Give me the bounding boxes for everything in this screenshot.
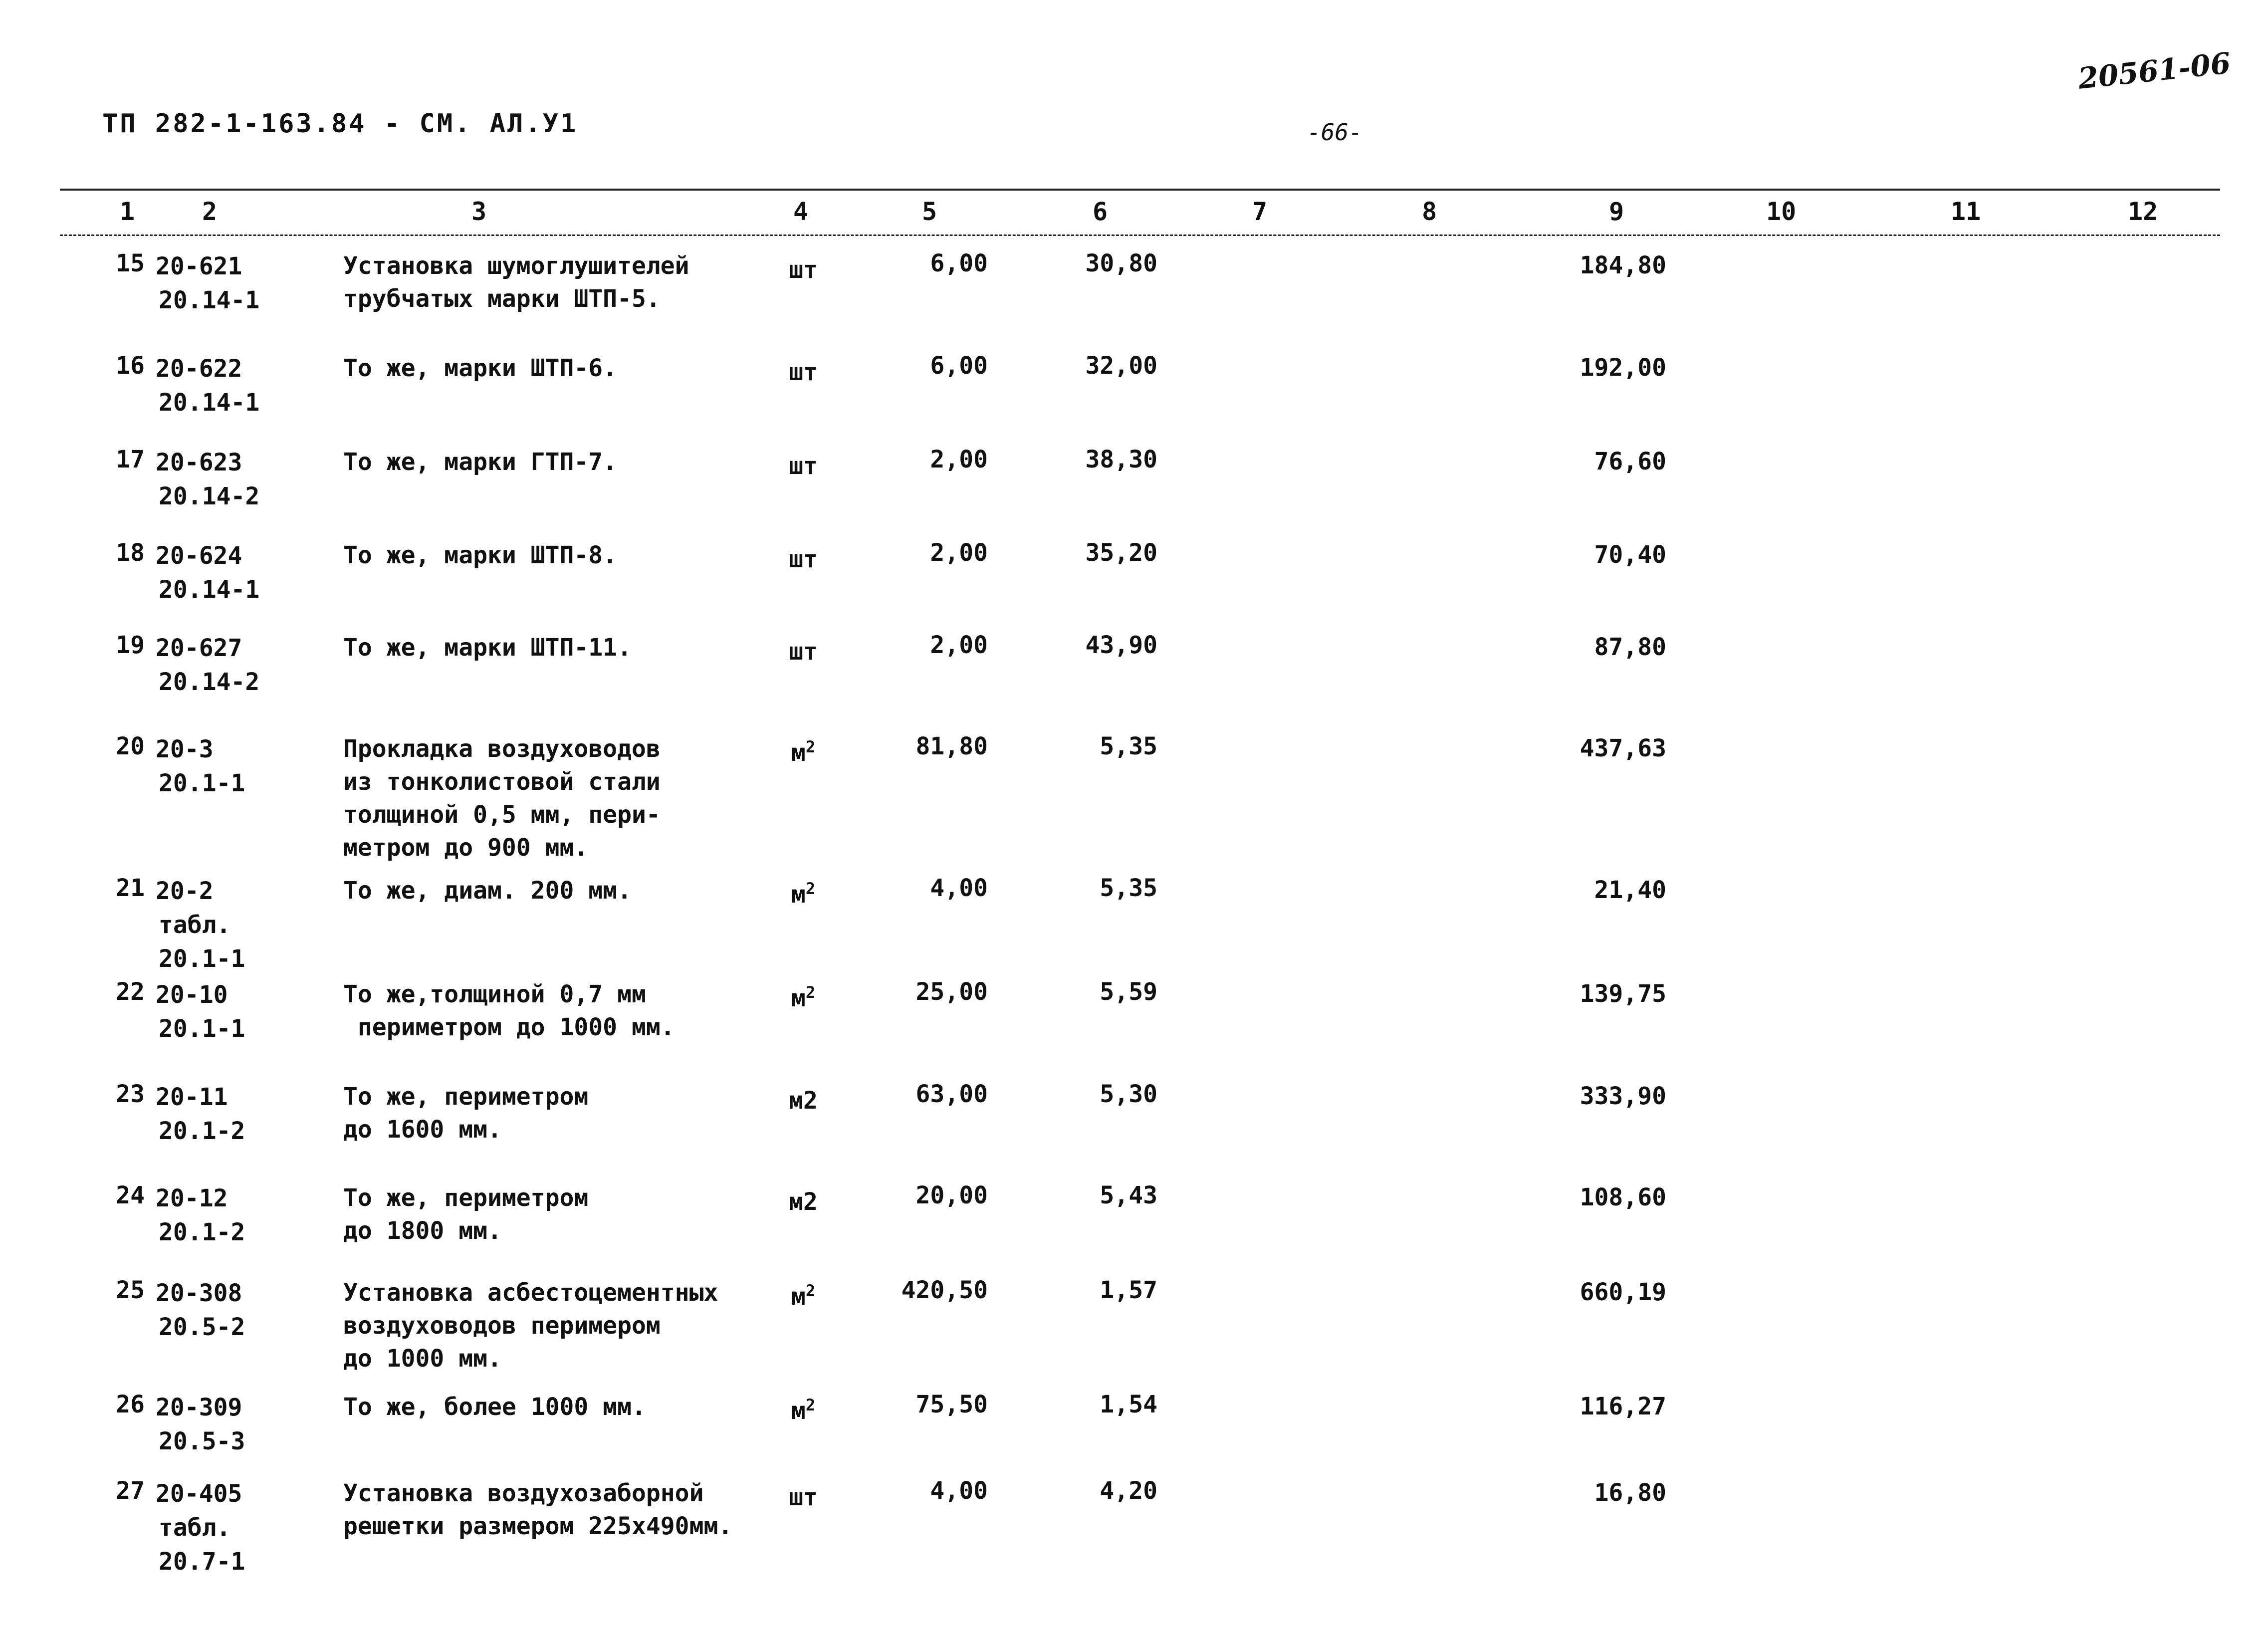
unit-price: 38,30 — [1085, 446, 1157, 473]
table-header-rule — [60, 234, 2220, 236]
unit: шт — [789, 452, 818, 480]
work-description — [343, 1181, 588, 1247]
unit: м — [791, 881, 806, 909]
total-cost: 70,40 — [1594, 541, 1666, 569]
unit: м — [791, 1283, 806, 1311]
row-number: 24 — [116, 1181, 145, 1209]
unit-cell — [768, 1281, 838, 1311]
norm-reference: 20.1-2 — [159, 1218, 245, 1246]
quantity: 81,80 — [915, 732, 988, 760]
norm-reference: 20.14-1 — [159, 389, 260, 417]
description-line: То же, периметром — [343, 1083, 589, 1111]
column-header-6: 6 — [1093, 197, 1108, 226]
unit-price: 5,35 — [1100, 732, 1157, 760]
quantity: 4,00 — [930, 874, 988, 902]
unit-cell — [768, 1396, 838, 1425]
quantity: 4,00 — [930, 1477, 988, 1505]
norm-code: 20-3 — [156, 735, 214, 763]
unit-cell — [768, 1085, 838, 1115]
row-number: 19 — [116, 631, 145, 659]
row-number: 21 — [116, 874, 145, 902]
work-description — [343, 1276, 718, 1375]
work-description — [343, 874, 632, 907]
total-cost: 87,80 — [1594, 633, 1666, 661]
norm-reference: 20.14-1 — [159, 576, 260, 604]
unit: шт — [789, 1483, 818, 1511]
description-line: То же,толщиной 0,7 мм — [343, 980, 646, 1008]
unit: м2 — [789, 1087, 818, 1115]
norm-code-cell — [156, 1181, 245, 1249]
quantity: 420,50 — [901, 1276, 988, 1304]
quantity: 2,00 — [930, 539, 988, 567]
work-description — [343, 1080, 588, 1146]
norm-code-cell — [156, 631, 259, 699]
total-cost: 437,63 — [1580, 734, 1666, 762]
column-header-3: 3 — [471, 197, 487, 226]
description-line: до 1600 мм. — [343, 1116, 502, 1144]
row-number: 15 — [116, 249, 145, 277]
unit-price: 30,80 — [1085, 249, 1157, 277]
column-header-4: 4 — [793, 197, 809, 226]
column-header-10: 10 — [1766, 197, 1797, 226]
description-line: Прокладка воздуховодов — [343, 735, 661, 763]
norm-reference: 20.1-1 — [159, 769, 245, 797]
description-line: до 1800 мм. — [343, 1217, 502, 1245]
norm-code: 20-622 — [156, 355, 242, 383]
norm-code-cell — [156, 249, 259, 317]
description-line: до 1000 мм. — [343, 1345, 502, 1373]
description-line: воздуховодов перимером — [343, 1312, 661, 1340]
quantity: 6,00 — [930, 352, 988, 380]
document-code: ТП 282-1-163.84 - СМ. АЛ.У1 — [102, 109, 578, 139]
unit-exponent: 2 — [805, 879, 816, 898]
total-cost: 184,80 — [1580, 251, 1666, 279]
quantity: 63,00 — [915, 1080, 988, 1108]
unit: м — [791, 984, 806, 1012]
norm-reference: 20.14-2 — [159, 482, 260, 510]
row-number: 16 — [116, 352, 145, 380]
unit-price: 5,43 — [1100, 1181, 1157, 1209]
row-number: 22 — [116, 978, 145, 1006]
norm-code: 20-627 — [156, 634, 242, 662]
unit-exponent: 2 — [805, 1281, 816, 1300]
unit-cell — [768, 451, 838, 480]
norm-code: 20-624 — [156, 542, 242, 570]
norm-reference: 20.5-3 — [159, 1427, 245, 1455]
norm-code: 20-10 — [156, 981, 228, 1009]
unit-price: 5,59 — [1100, 978, 1157, 1006]
work-description — [343, 978, 675, 1044]
work-description — [343, 352, 617, 385]
unit: шт — [789, 545, 818, 573]
description-line: решетки размером 225х490мм. — [343, 1512, 733, 1540]
unit-price: 5,30 — [1100, 1080, 1157, 1108]
quantity: 2,00 — [930, 446, 988, 473]
description-line: из тонколистовой стали — [343, 768, 661, 796]
norm-code: 20-405 — [156, 1480, 242, 1508]
norm-reference: 20.5-2 — [159, 1313, 245, 1341]
unit-price: 5,35 — [1100, 874, 1157, 902]
description-line: То же, периметром — [343, 1184, 589, 1212]
norm-code-cell — [156, 874, 245, 976]
column-header-11: 11 — [1951, 197, 1981, 226]
unit-cell — [768, 1482, 838, 1511]
row-number: 18 — [116, 539, 145, 567]
norm-code-cell — [156, 732, 245, 800]
unit: м2 — [789, 1188, 818, 1216]
unit-price: 43,90 — [1085, 631, 1157, 659]
norm-reference: табл. 20.7-1 — [159, 1514, 245, 1576]
norm-code-cell — [156, 1276, 245, 1344]
column-header-1: 1 — [120, 197, 135, 226]
total-cost: 21,40 — [1594, 876, 1666, 904]
norm-reference: 20.1-2 — [159, 1117, 245, 1145]
norm-code: 20-623 — [156, 449, 242, 476]
unit-exponent: 2 — [805, 737, 816, 756]
total-cost: 76,60 — [1594, 448, 1666, 475]
norm-reference: 20.1-1 — [159, 1015, 245, 1043]
description-line: То же, марки ГТП-7. — [343, 448, 618, 476]
quantity: 2,00 — [930, 631, 988, 659]
work-description — [343, 446, 617, 478]
quantity: 6,00 — [930, 249, 988, 277]
description-line: То же, марки ШТП-11. — [343, 634, 632, 662]
norm-code-cell — [156, 539, 259, 607]
total-cost: 660,19 — [1580, 1278, 1666, 1306]
norm-reference: табл. 20.1-1 — [159, 911, 245, 973]
norm-reference: 20.14-1 — [159, 286, 260, 314]
row-number: 26 — [116, 1391, 145, 1418]
description-line: Установка асбестоцементных — [343, 1279, 718, 1307]
quantity: 20,00 — [915, 1181, 988, 1209]
column-header-12: 12 — [2128, 197, 2158, 226]
row-number: 20 — [116, 732, 145, 760]
norm-code-cell — [156, 1391, 245, 1458]
unit-price: 1,57 — [1100, 1276, 1157, 1304]
norm-code: 20-12 — [156, 1184, 228, 1212]
description-line: трубчатых марки ШТП-5. — [343, 285, 661, 313]
unit-exponent: 2 — [805, 1396, 816, 1414]
archive-number: 20561-06 — [2076, 46, 2233, 96]
work-description — [343, 631, 632, 664]
description-line: То же, марки ШТП-6. — [343, 354, 618, 382]
unit: шт — [789, 256, 818, 284]
unit-price: 32,00 — [1085, 352, 1157, 380]
quantity: 25,00 — [915, 978, 988, 1006]
norm-code: 20-621 — [156, 252, 242, 280]
work-description — [343, 732, 661, 864]
unit: шт — [789, 638, 818, 666]
row-number: 25 — [116, 1276, 145, 1304]
unit-cell — [768, 254, 838, 284]
unit: м — [791, 739, 806, 767]
description-line: толщиной 0,5 мм, пери- — [343, 801, 661, 829]
norm-code: 20-2 — [156, 877, 214, 905]
column-header-7: 7 — [1252, 197, 1268, 226]
description-line: Установка шумоглушителей — [343, 252, 689, 280]
norm-code-cell — [156, 352, 259, 420]
quantity: 75,50 — [915, 1391, 988, 1418]
unit-cell — [768, 737, 838, 767]
unit-cell — [768, 879, 838, 909]
norm-code-cell — [156, 1080, 245, 1148]
work-description — [343, 539, 617, 572]
norm-code: 20-309 — [156, 1394, 242, 1421]
norm-code-cell — [156, 446, 259, 513]
row-number: 23 — [116, 1080, 145, 1108]
description-line: периметром до 1000 мм. — [343, 1013, 675, 1041]
table-top-rule — [60, 189, 2220, 191]
description-line: То же, диам. 200 мм. — [343, 877, 632, 905]
column-header-8: 8 — [1422, 197, 1437, 226]
work-description — [343, 249, 689, 315]
description-line: То же, марки ШТП-8. — [343, 541, 618, 569]
column-header-2: 2 — [202, 197, 218, 226]
norm-code-cell — [156, 1477, 245, 1579]
total-cost: 333,90 — [1580, 1082, 1666, 1110]
total-cost: 192,00 — [1580, 354, 1666, 382]
unit-price: 1,54 — [1100, 1391, 1157, 1418]
total-cost: 16,80 — [1594, 1479, 1666, 1507]
norm-code: 20-11 — [156, 1083, 228, 1111]
unit-cell — [768, 544, 838, 573]
unit-exponent: 2 — [805, 983, 816, 1002]
row-number: 17 — [116, 446, 145, 473]
unit: шт — [789, 358, 818, 386]
page-number: -66- — [1307, 119, 1362, 146]
description-line: Установка воздухозаборной — [343, 1479, 704, 1507]
column-header-5: 5 — [922, 197, 937, 226]
norm-reference: 20.14-2 — [159, 668, 260, 696]
description-line: То же, более 1000 мм. — [343, 1393, 646, 1421]
work-description — [343, 1391, 646, 1423]
unit-cell — [768, 983, 838, 1012]
work-description — [343, 1477, 732, 1543]
norm-code: 20-308 — [156, 1279, 242, 1307]
unit-cell — [768, 357, 838, 386]
norm-code-cell — [156, 978, 245, 1046]
unit-cell — [768, 636, 838, 666]
total-cost: 108,60 — [1580, 1183, 1666, 1211]
column-header-9: 9 — [1609, 197, 1624, 226]
unit-price: 35,20 — [1085, 539, 1157, 567]
unit-price: 4,20 — [1100, 1477, 1157, 1505]
row-number: 27 — [116, 1477, 145, 1505]
description-line: метром до 900 мм. — [343, 834, 589, 862]
total-cost: 139,75 — [1580, 980, 1666, 1008]
unit: м — [791, 1397, 806, 1425]
total-cost: 116,27 — [1580, 1393, 1666, 1420]
unit-cell — [768, 1186, 838, 1216]
